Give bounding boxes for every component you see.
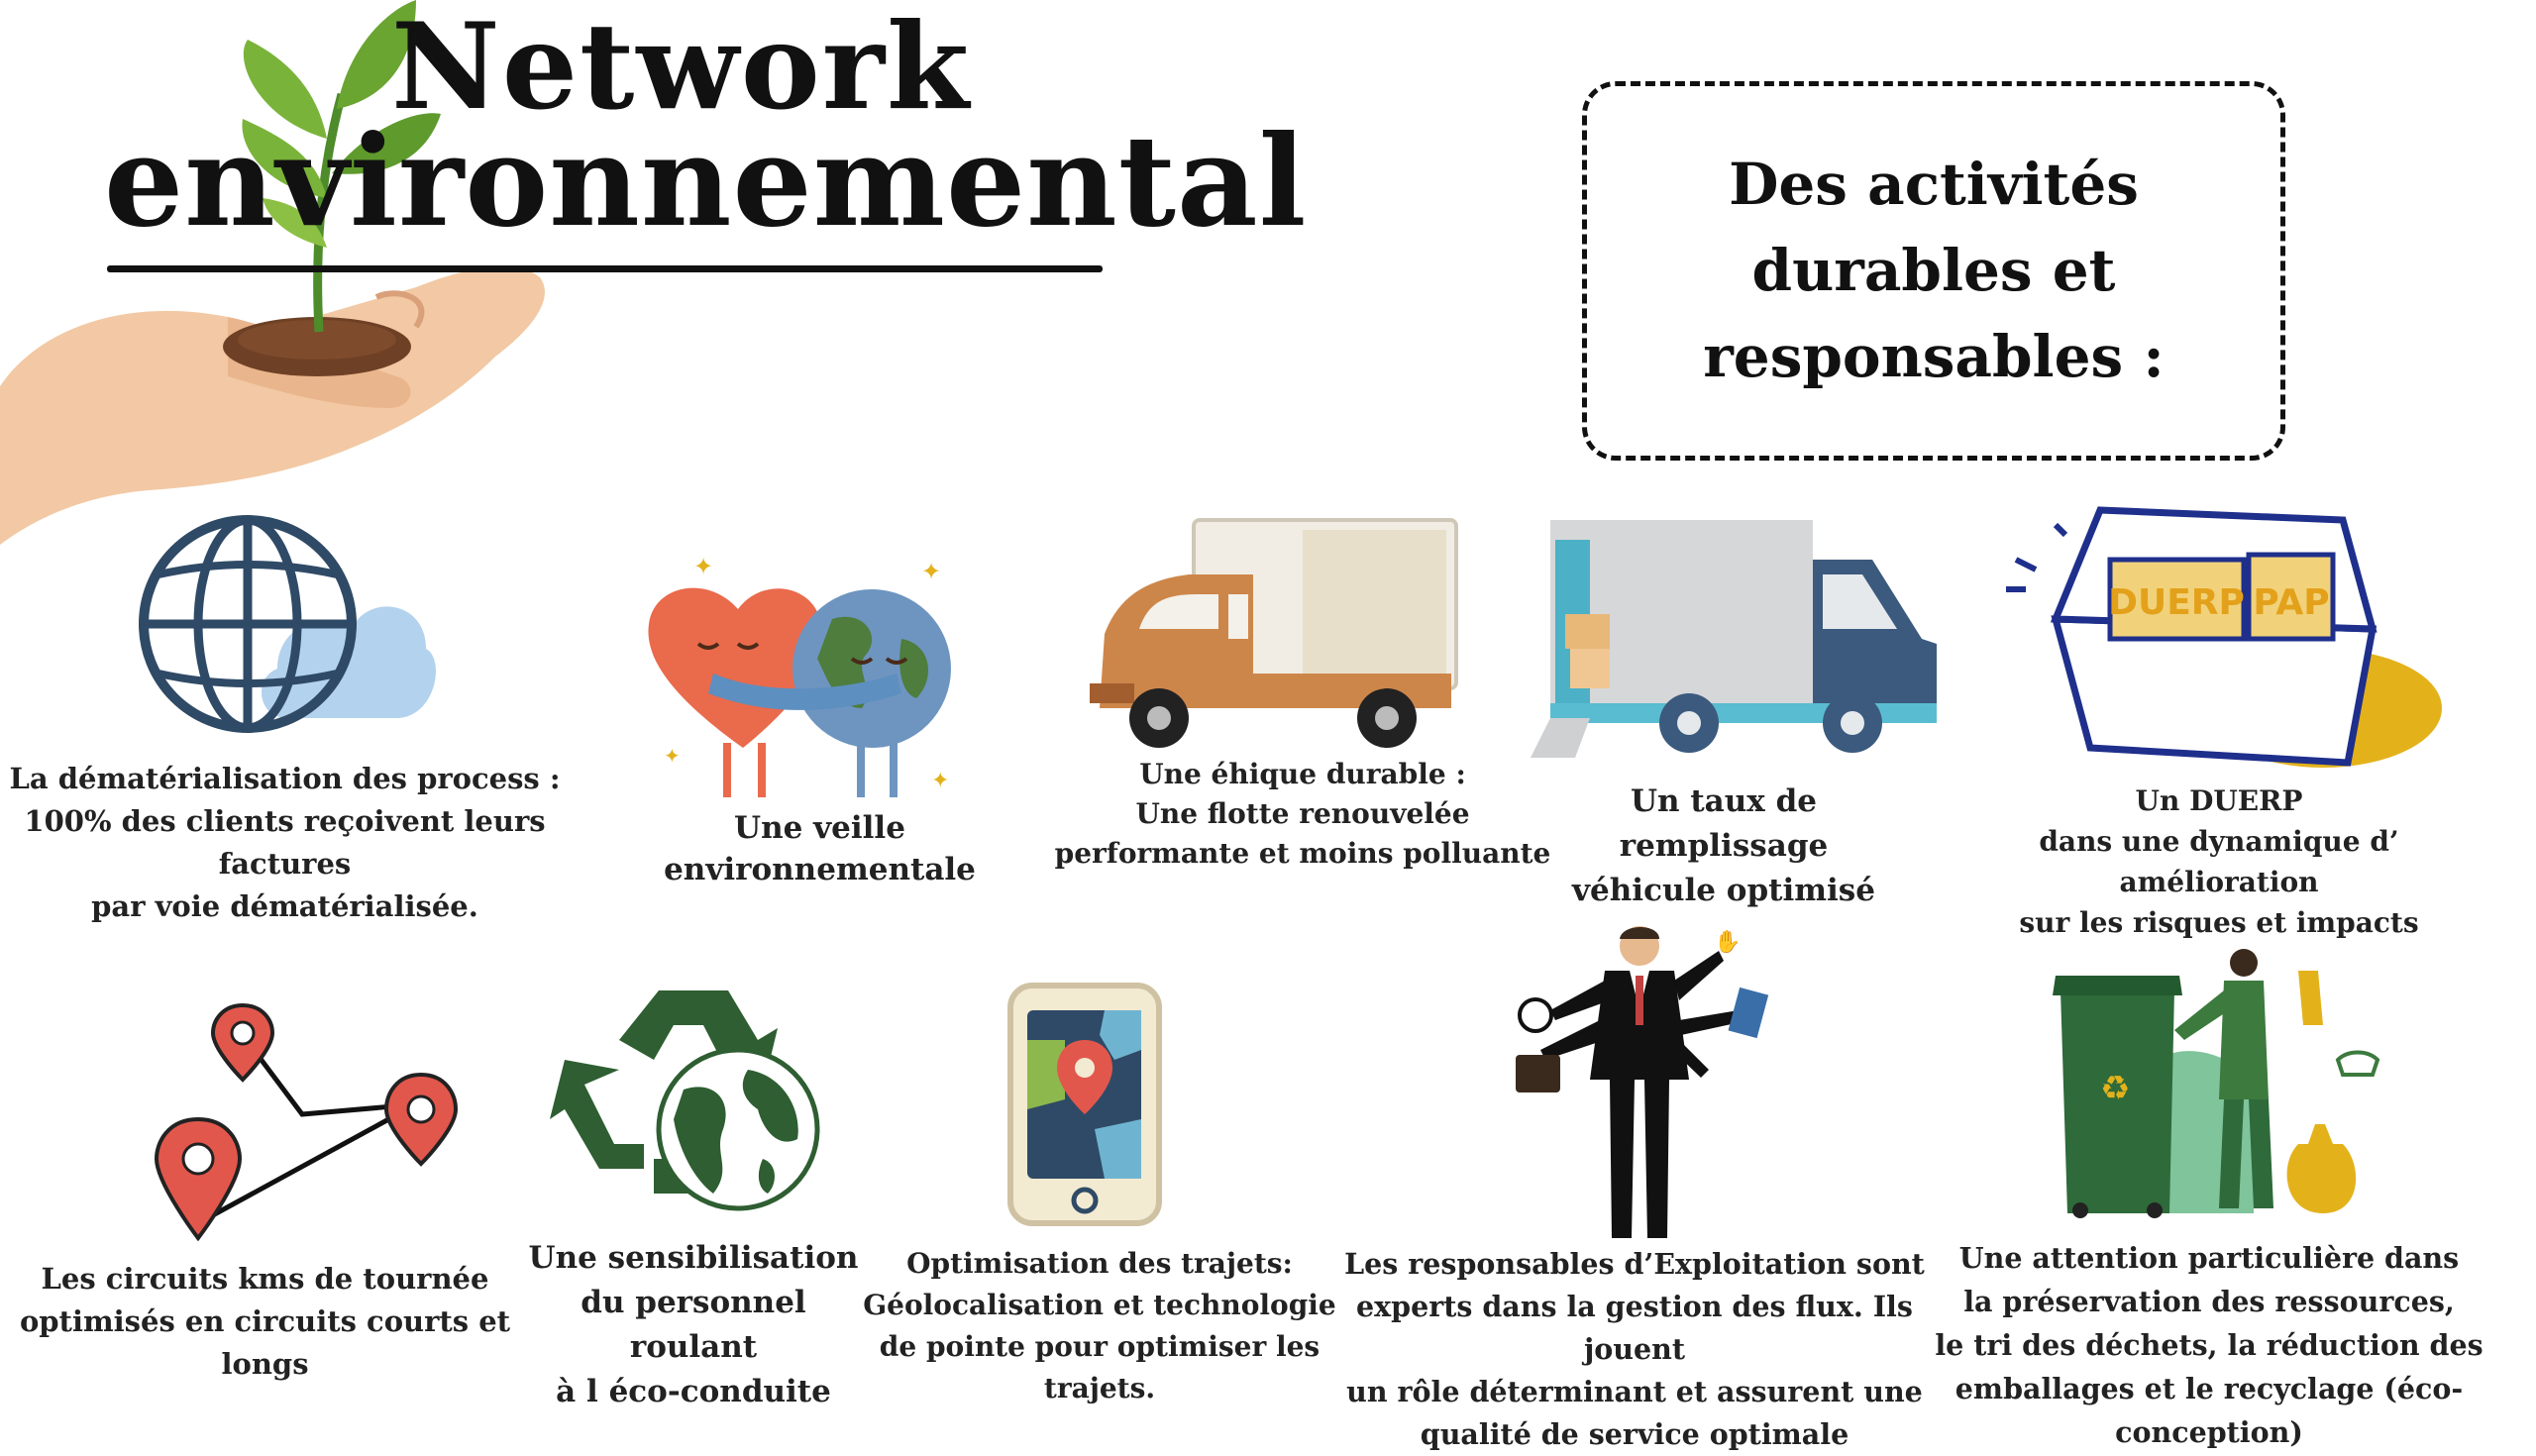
- multitasking-businessman-icon: [1511, 921, 1768, 1248]
- heart-hugging-earth-icon: [634, 550, 991, 807]
- activities-heading: Des activités durables et responsables :: [1703, 151, 2165, 390]
- activities-heading-box: [1582, 81, 2285, 461]
- duerp-label: DUERP: [2108, 582, 2245, 623]
- caption-dematerialisation: La dématérialisation des process : 100% des clients reçoivent leurs factures par voie dématérialisée.: [9, 762, 561, 923]
- caption-eco-conduite: Une sensibilisation du personnel roulant à l éco-conduite: [528, 1240, 859, 1409]
- route-pins-icon: [149, 1005, 466, 1243]
- title-underline: [107, 265, 1103, 272]
- waste-collector-icon: [2056, 951, 2382, 1218]
- svg-text:✦: ✦: [931, 769, 950, 793]
- loading-van-icon: [1531, 515, 1947, 763]
- svg-text:♻: ♻: [2100, 1069, 2131, 1108]
- delivery-truck-icon: [1080, 515, 1466, 763]
- caption-ethique: Une éhique durable : Une flotte renouvelée performante et moins polluante: [1054, 758, 1551, 870]
- title-line-2: environnemental: [104, 108, 1308, 255]
- caption-duerp: Un DUERP dans une dynamique d’ amélioration sur les risques et impacts: [2019, 784, 2419, 939]
- pap-label: PAP: [2253, 582, 2330, 623]
- duerp-pap-box-icon: [2016, 490, 2432, 768]
- gps-phone-icon: [1005, 981, 1164, 1228]
- caption-ressources: Une attention particulière dans la préservation des ressources, le tri des déchets, la réduction des emballages et le recyclage (éco-conception): [1935, 1241, 2483, 1449]
- caption-responsables: Les responsables d’Exploitation sont experts dans la gestion des flux. Ils jouent un rôle déterminant et assurent une qualité de service optimale: [1344, 1247, 1925, 1451]
- svg-text:✦: ✦: [921, 558, 942, 585]
- recycle-earth-icon: [565, 981, 822, 1218]
- svg-text:✦: ✦: [693, 553, 714, 580]
- caption-circuits: Les circuits kms de tournée optimisés en circuits courts et longs: [19, 1262, 511, 1381]
- svg-text:✦: ✦: [664, 744, 681, 768]
- title-line-1: Network: [391, 0, 972, 137]
- globe-cloud-icon: [129, 510, 426, 738]
- caption-trajets: Optimisation des trajets: Géolocalisation et technologie de pointe pour optimiser les trajets.: [863, 1247, 1336, 1404]
- caption-remplissage: Un taux de remplissage véhicule optimisé: [1572, 783, 1875, 908]
- svg-text:✋: ✋: [1714, 930, 1742, 955]
- caption-veille: Une veille environnementale: [664, 810, 976, 887]
